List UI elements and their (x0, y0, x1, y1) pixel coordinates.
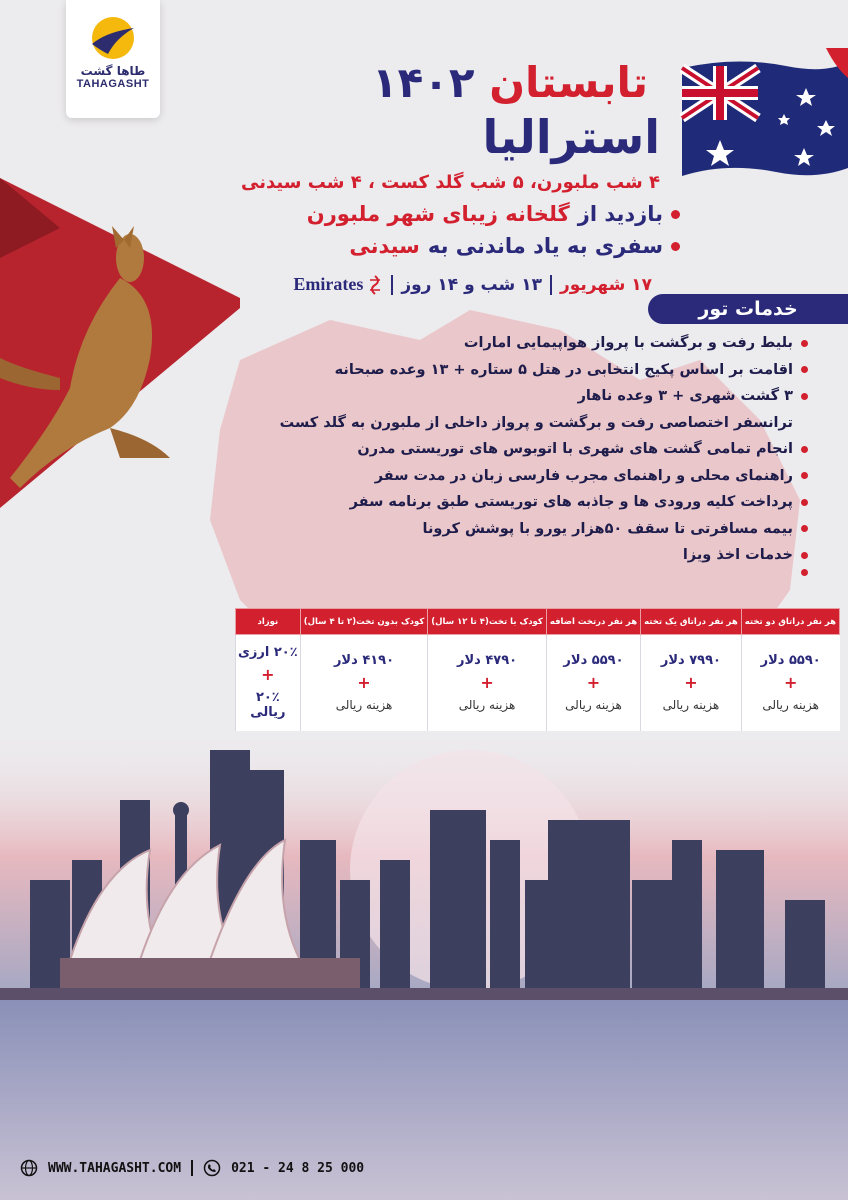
tour-duration: ۱۳ شب و ۱۴ روز (401, 274, 542, 295)
pricing-cell (741, 635, 839, 731)
pricing-header-cell: هر نفر دراتاق دو تخته (741, 609, 839, 635)
bullet-dot-icon (801, 472, 808, 479)
divider (391, 275, 393, 295)
pricing-header-cell: نوزاد (236, 609, 301, 635)
pricing-cell (546, 635, 640, 731)
service-item (248, 436, 808, 463)
website-link[interactable]: WWW.TAHAGASHT.COM (48, 1160, 182, 1176)
contact-footer (20, 1156, 364, 1180)
tour-season-title (372, 58, 648, 107)
service-item-text: ترانسفر اختصاصی رفت و برگشت و پرواز داخلی از ملبورن به گلد کست (279, 414, 793, 431)
bullet-dot-icon (801, 569, 808, 576)
service-item (248, 357, 808, 384)
service-item-text: اقامت بر اساس پکیج انتخابی در هتل ۵ ستاره + ۱۳ وعده صبحانه (334, 361, 793, 378)
pricing-cell (300, 635, 428, 731)
plus-icon: + (783, 673, 798, 693)
bullet-dot-icon (671, 210, 680, 219)
plus-icon: + (586, 673, 601, 693)
service-item (248, 383, 808, 410)
service-item-text: خدمات اخذ ویزا (682, 547, 793, 563)
logo-mark-icon (86, 14, 140, 62)
plus-icon: + (480, 673, 494, 693)
service-item-text: بیمه مسافرتی تا سقف ۵۰هزار یورو با پوشش کرونا (422, 520, 793, 537)
bullet-dot-icon (801, 525, 808, 532)
rial-cost: هزینه ریالی (762, 698, 819, 713)
airline-logo: Emirates (293, 274, 383, 295)
departure-date: ۱۷ شهریور (559, 274, 652, 295)
service-item-text: انجام تمامی گشت های شهری با اتوبوس های توریستی مدرن (357, 441, 793, 457)
service-item (248, 542, 808, 569)
price-value: ۲۰٪ ارزی (238, 645, 298, 661)
service-item (248, 463, 808, 490)
pricing-table (235, 608, 840, 731)
brand-name-fa: طاها گشت (80, 64, 146, 78)
bullet-dot-icon (801, 393, 808, 400)
pricing-header-cell: هر نفر درتخت اضافه (546, 609, 640, 635)
pricing-header-cell: کودک با تخت(۴ تا ۱۲ سال) (428, 609, 547, 635)
highlight-melbourne: بازدید از گلخانه زیبای شهر ملبورن (307, 202, 680, 226)
bullet-dot-icon (801, 499, 808, 506)
service-item-text: راهنمای محلی و راهنمای مجرب فارسی زبان در مدت سفر (374, 467, 793, 484)
service-item (248, 330, 808, 357)
bullet-dot-icon (801, 340, 808, 347)
rial-cost: هزینه ریالی (662, 698, 720, 713)
pricing-cell (641, 635, 742, 731)
service-item-text: ۳ گشت شهری + ۳ وعده ناهار (577, 388, 793, 404)
australia-flag-icon (676, 48, 848, 198)
price-value: ۴۷۹۰ دلار (457, 653, 518, 669)
pricing-header-cell: هر نفر دراتاق یک تخته (641, 609, 742, 635)
service-item (248, 569, 808, 576)
itinerary-nights: ۴ شب ملبورن، ۵ شب گلد کست ، ۴ شب سیدنی (241, 172, 660, 193)
sydney-skyline-illustration (0, 730, 848, 1200)
pricing-header-row (236, 609, 840, 635)
bullet-dot-icon (671, 242, 680, 251)
emirates-emblem-icon (367, 275, 383, 295)
service-item-text: پرداخت کلیه ورودی ها و جاذبه های توریستی طبق برنامه سفر (349, 494, 793, 510)
kangaroo-illustration (0, 128, 240, 508)
services-list (248, 330, 808, 576)
pricing-cell (428, 635, 547, 731)
bullet-dot-icon (801, 366, 808, 373)
price-value: ۵۵۹۰ دلار (760, 653, 821, 669)
pricing-header-cell: کودک بدون تخت(۲ تا ۴ سال) (300, 609, 428, 635)
globe-icon (20, 1159, 38, 1177)
departure-info (293, 274, 652, 295)
plus-icon: + (684, 673, 698, 693)
price-value: ۷۹۹۰ دلار (660, 653, 721, 669)
destination-title: استرالیا (482, 110, 660, 164)
divider (191, 1160, 193, 1176)
bullet-dot-icon (801, 446, 808, 453)
phone-icon (203, 1159, 221, 1177)
service-item-text: بلیط رفت و برگشت با پرواز هواپیمایی امارات (463, 335, 793, 351)
year-label: ۱۴۰۲ (372, 58, 475, 107)
price-value: ۵۵۹۰ دلار (563, 653, 624, 669)
phone-number[interactable]: 021 - 24 8 25 000 (231, 1160, 365, 1176)
rial-cost: هزینه ریالی (565, 698, 622, 713)
plus-icon: + (261, 665, 275, 685)
rial-cost: هزینه ریالی (335, 698, 393, 713)
rial-cost: هزینه ریالی (458, 698, 516, 713)
service-item (248, 410, 808, 437)
brand-logo[interactable] (66, 0, 160, 118)
brand-name-en: TAHAGASHT (76, 78, 150, 90)
season-label: تابستان (489, 58, 648, 107)
divider (550, 275, 552, 295)
service-item (248, 516, 808, 543)
services-heading: خدمات تور (648, 294, 848, 324)
plus-icon: + (357, 673, 371, 693)
price-value: ۴۱۹۰ دلار (333, 653, 395, 669)
pricing-row (236, 635, 840, 731)
rial-cost: ۲۰٪ ریالی (250, 690, 286, 721)
pricing-cell (236, 635, 301, 731)
bullet-dot-icon (801, 552, 808, 559)
highlight-sydney: سفری به یاد ماندنی به سیدنی (349, 234, 680, 258)
service-item (248, 489, 808, 516)
